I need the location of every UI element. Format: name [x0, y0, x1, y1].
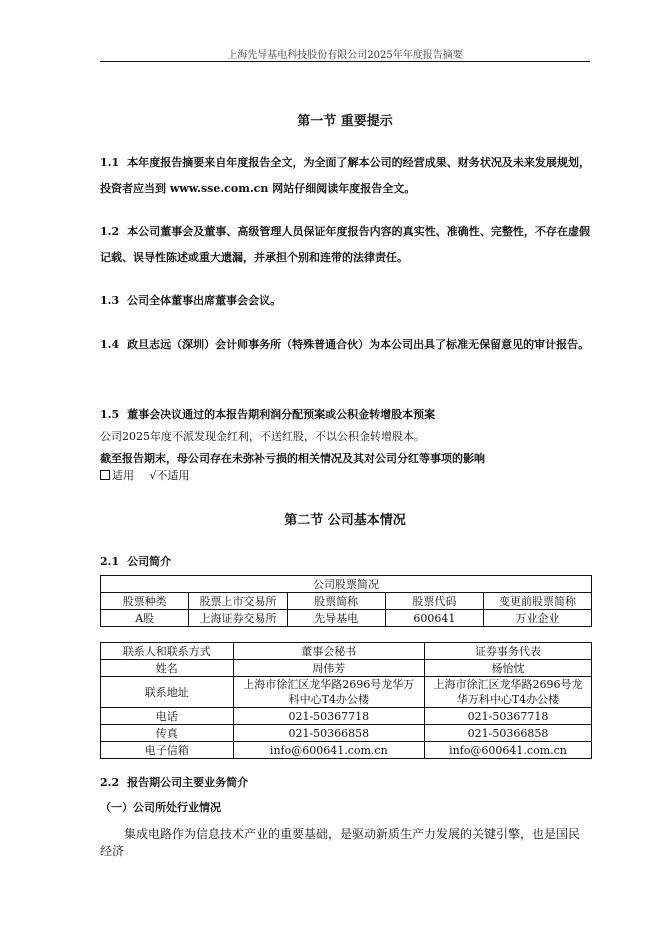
applicability-options	[100, 467, 202, 483]
table-cell: 周伟芳	[233, 660, 424, 677]
heading-number: 2.1	[100, 555, 120, 568]
table-row-label: 电子信箱	[101, 742, 234, 759]
table-cell: 021-50366858	[425, 725, 592, 742]
heading-number: 2.2	[100, 776, 120, 789]
paragraph-number: 1.1	[100, 156, 120, 169]
stock-table-caption: 公司股票简况	[101, 576, 592, 593]
stock-info-table	[100, 575, 592, 627]
table-cell: 上海证券交易所	[189, 610, 287, 627]
heading-2-2	[100, 770, 590, 796]
paragraph-1-3	[100, 288, 590, 314]
table-row-label: 传真	[101, 725, 234, 742]
table-cell: 万业企业	[483, 610, 591, 627]
table-row-label: 联系地址	[101, 677, 234, 708]
heading-text: 报告期公司主要业务简介	[127, 776, 249, 789]
paragraph-number: 1.3	[100, 294, 120, 307]
table-header-cell: 变更前股票简称	[483, 593, 591, 610]
table-header-cell: 股票代码	[385, 593, 483, 610]
table-cell: info@600641.com.cn	[425, 742, 592, 759]
heading-2-1	[100, 549, 590, 575]
table-header-cell: 证券事务代表	[425, 643, 592, 660]
paragraph-text: 政旦志远（深圳）会计师事务所（特殊普通合伙）为本公司出具了标准无保留意见的审计报告。	[127, 338, 590, 351]
paragraph-text: 本公司董事会及董事、高级管理人员保证年度报告内容的真实性、准确性、完整性，不存在虚假记载、误导性陈述或重大遗漏，并承担个别和连带的法律责任。	[100, 225, 590, 264]
table-cell: 先导基电	[287, 610, 385, 627]
paragraph-text: 公司全体董事出席董事会会议。	[127, 294, 282, 307]
heading-text: 公司简介	[127, 555, 172, 568]
industry-body-text: 集成电路作为信息技术产业的重要基础，是驱动新质生产力发展的关键引擎，也是国民经济	[100, 827, 581, 858]
table-header-cell: 股票简称	[287, 593, 385, 610]
section-2-title: 第二节 公司基本情况	[284, 513, 406, 528]
paragraph-1-1	[100, 150, 590, 202]
table-row-label: 电话	[101, 708, 234, 725]
paragraph-text: 本年度报告摘要来自年度报告全文，为全面了解本公司的经营成果、财务状况及未来发展规划，投资者应当到 www.sse.com.cn 网站仔细阅读年度报告全文。	[100, 156, 590, 195]
table-cell: 杨怡忱	[425, 660, 592, 677]
paragraph-number: 1.4	[100, 338, 120, 351]
paragraph-number: 1.2	[100, 225, 120, 238]
table-cell: 上海市徐汇区龙华路2696号龙华万科中心T4办公楼	[233, 677, 424, 708]
contact-info-table	[100, 642, 592, 759]
paragraph-1-2	[100, 219, 590, 271]
checkbox-icon	[100, 470, 110, 480]
uncovered-loss-heading: 截至报告期末，母公司存在未弥补亏损的相关情况及其对公司分红等事项的影响	[100, 452, 485, 465]
table-cell: 600641	[385, 610, 483, 627]
paragraph-1-5	[100, 402, 590, 428]
option-not-applicable: √不适用	[149, 469, 190, 482]
header-rule	[100, 61, 590, 62]
table-header-cell: 联系人和联系方式	[101, 643, 234, 660]
table-cell: 021-50366858	[233, 725, 424, 742]
table-header-cell: 股票上市交易所	[189, 593, 287, 610]
paragraph-1-4	[100, 332, 590, 358]
paragraph-number: 1.5	[100, 408, 120, 421]
table-header-cell: 股票种类	[101, 593, 189, 610]
option-applicable: 适用	[100, 469, 134, 482]
table-header-cell: 董事会秘书	[233, 643, 424, 660]
running-header: 上海先导基电科技股份有限公司2025年年度报告摘要	[227, 50, 463, 61]
paragraph-text: 董事会决议通过的本报告期利润分配预案或公积金转增股本预案	[127, 408, 436, 421]
table-cell: 021-50367718	[425, 708, 592, 725]
table-cell: 021-50367718	[233, 708, 424, 725]
dividend-plan-text: 公司2025年度不派发现金红利，不送红股，不以公积金转增股本。	[100, 430, 425, 443]
subheading-industry: （一）公司所处行业情况	[100, 801, 221, 814]
table-cell: 上海市徐汇区龙华路2696号龙华万科中心T4办公楼	[425, 677, 592, 708]
table-cell: info@600641.com.cn	[233, 742, 424, 759]
table-row-label: 姓名	[101, 660, 234, 677]
section-1-title: 第一节 重要提示	[297, 114, 393, 129]
table-cell: A股	[101, 610, 189, 627]
